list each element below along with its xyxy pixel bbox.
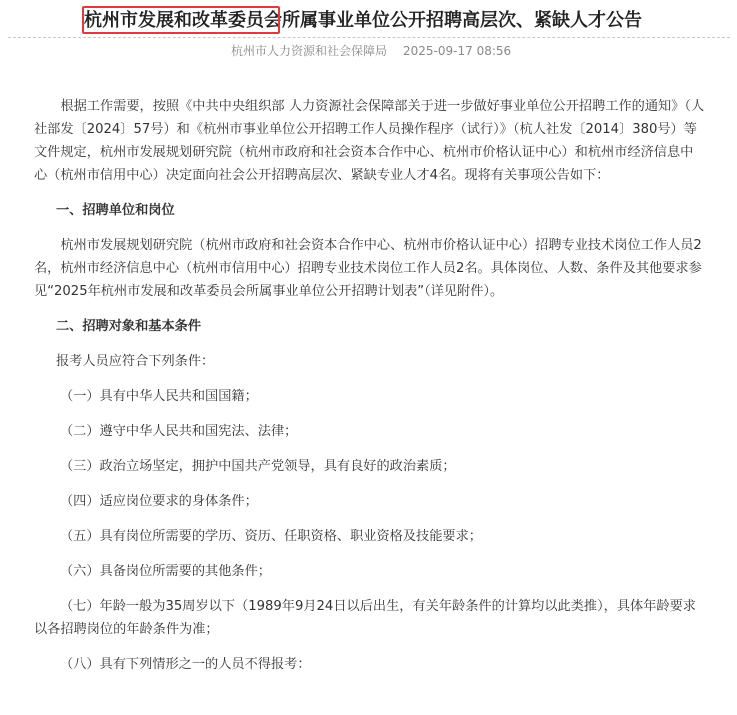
section-lead-eligibility: 报考人员应符合下列条件： — [56, 354, 215, 369]
condition-item: （一）具有中华人民共和国国籍； — [60, 389, 258, 404]
article-datetime: 2025-09-17 08:56 — [403, 44, 512, 58]
condition-item: （六）具备岗位所需要的其他条件； — [60, 564, 271, 579]
section-body-recruiting-units: 杭州市发展规划研究院（杭州市政府和社会资本合作中心、杭州市价格认证中心）招聘专业技术岗位工作人员2名，杭州市经济信息中心（杭州市信用中心）招聘专业技术岗位工作人员2名。具体岗位、人数、条件及其他要求参见“2025年杭州市发展和改革委员会所属事业单位公开招聘计划表”（详见附件）。 — [34, 238, 702, 299]
section-heading-recruiting-units: 一、招聘单位和岗位 — [56, 203, 175, 218]
condition-item: （五）具有岗位所需要的学历、资历、任职资格、职业资格及技能要求； — [60, 529, 482, 544]
article-header — [0, 0, 737, 62]
article-source: 杭州市人力资源和社会保障局 — [231, 44, 388, 58]
header-divider — [8, 37, 730, 38]
article-title: 杭州市发展和改革委员会所属事业单位公开招聘高层次、紧缺人才公告 — [84, 10, 642, 31]
condition-item: （七）年龄一般为35周岁以下（1989年9月24日以后出生，有关年龄条件的计算均以此类推），具体年龄要求以各招聘岗位的年龄条件为准； — [34, 599, 696, 637]
condition-item: （四）适应岗位要求的身体条件； — [60, 494, 258, 509]
condition-item: （二）遵守中华人民共和国宪法、法律； — [60, 424, 298, 439]
title-highlight-box — [82, 6, 280, 34]
condition-item: （三）政治立场坚定，拥护中国共产党领导，具有良好的政治素质； — [60, 459, 456, 474]
condition-item: （八）具有下列情形之一的人员不得报考： — [60, 657, 311, 672]
article-meta — [231, 42, 511, 59]
intro-paragraph: 根据工作需要，按照《中共中央组织部 人力资源社会保障部关于进一步做好事业单位公开招聘工作的通知》（人社部发〔2024〕57号）和《杭州市事业单位公开招聘工作人员操作程序（试行）》（杭人社发〔2014〕380号）等文件规定，杭州市发展规划研究院（杭州市政府和社会资本合作中心、杭州市价格认证中心）和杭州市经济信息中心（杭州市信用中心）决定面向社会公开招聘高层次、紧缺专业人才4名。现将有关事项公告如下： — [34, 99, 705, 183]
article-body — [34, 95, 706, 676]
section-heading-eligibility: 二、招聘对象和基本条件 — [56, 319, 202, 334]
